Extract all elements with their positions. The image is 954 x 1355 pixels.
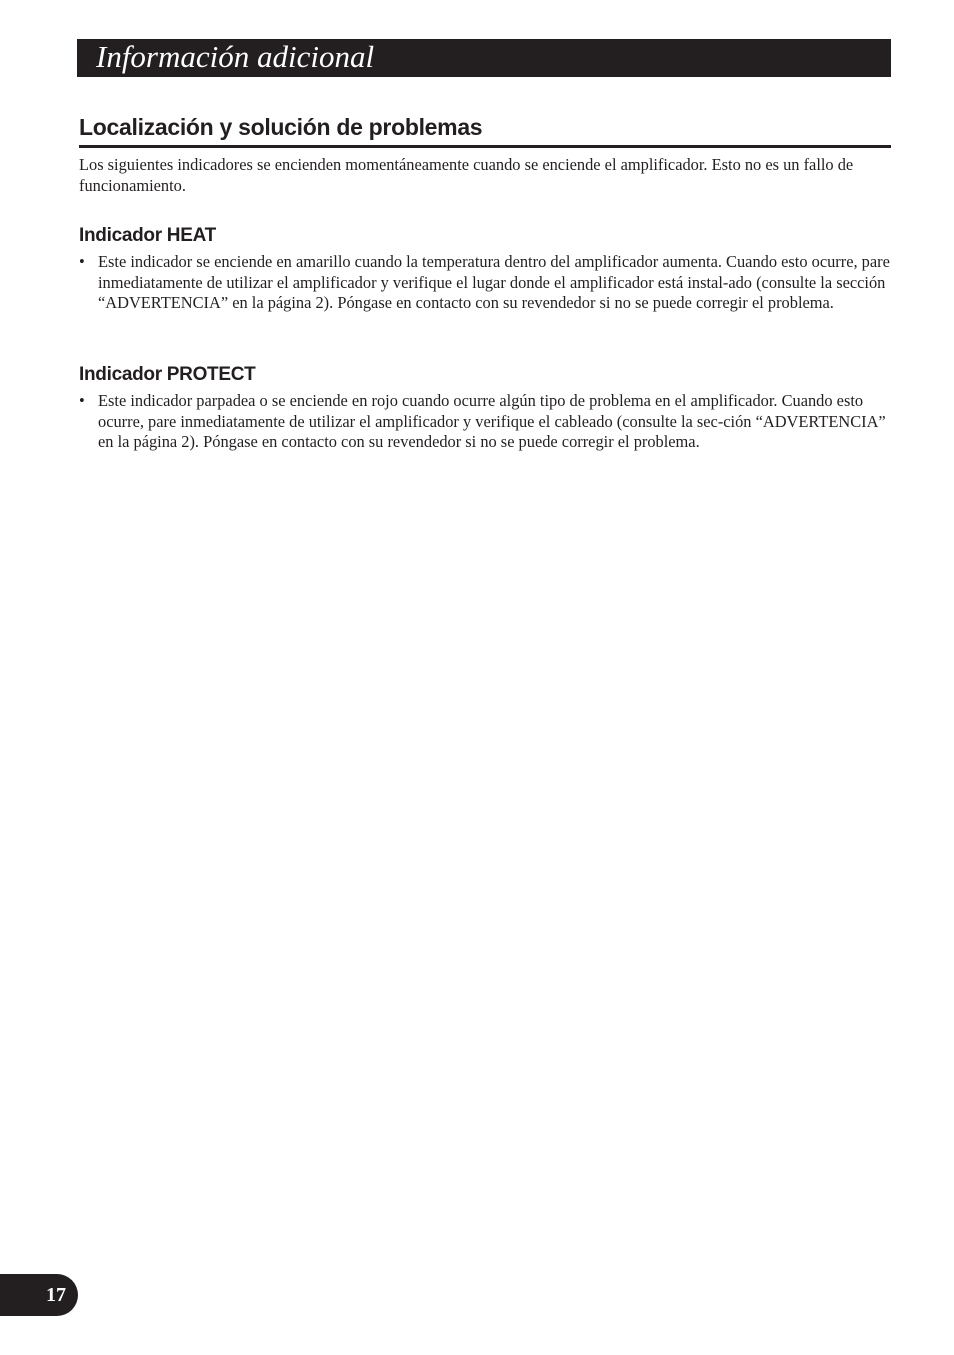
section-title: Localización y solución de problemas (79, 114, 483, 140)
page-header-title: Información adicional (96, 39, 375, 74)
page-number: 17 (46, 1284, 66, 1306)
protect-indicator-text: Este indicador parpadea o se enciende en rojo cuando ocurre algún tipo de problema en el amplificador. Cuando esto ocurre, pare inmediatamente de utilizar el amplificador y verifique el cableado (consulte la sec-ción “ADVERTENCIA” en la página 2). Póngase en contacto con su revendedor si no se puede corregir el problema. (98, 391, 886, 451)
page-number-tab (0, 1274, 78, 1316)
header-bar (77, 39, 891, 77)
protect-indicator-bullet (79, 391, 891, 453)
heat-indicator-text: Este indicador se enciende en amarillo cuando la temperatura dentro del amplificador aumenta. Cuando esto ocurre, pare inmediatamente de utilizar el amplificador y verifique el lugar donde el amplificador está instal-ado (consulte la sección “ADVERTENCIA” en la página 2). Póngase en contacto con su revendedor si no se puede corregir el problema. (98, 252, 890, 312)
heat-indicator-bullet (79, 252, 891, 314)
intro-paragraph: Los siguientes indicadores se encienden momentáneamente cuando se enciende el amplificador. Esto no es un fallo de funcionamiento. (79, 155, 854, 195)
protect-indicator-heading: Indicador PROTECT (79, 364, 256, 385)
bullet-icon: • (79, 391, 85, 410)
heat-indicator-heading: Indicador HEAT (79, 225, 216, 246)
bullet-icon: • (79, 252, 85, 271)
section-divider (79, 145, 891, 148)
